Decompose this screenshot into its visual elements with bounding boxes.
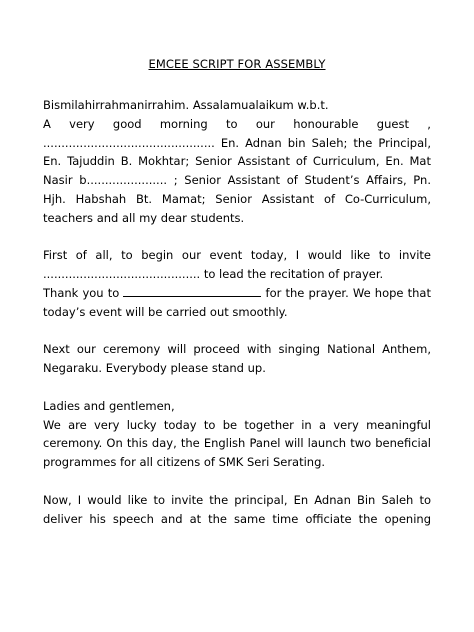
intro-line-6: teachers and all my dear students.	[43, 210, 245, 225]
document-title: EMCEE SCRIPT FOR ASSEMBLY	[148, 57, 326, 71]
intro-line-3: En. Tajuddin B. Mokhtar; Senior Assistant of Curriculum, En. Mat	[43, 154, 431, 169]
intro-word: guest	[376, 116, 409, 131]
prayer-hope-text: for the prayer. We hope that	[261, 285, 431, 300]
intro-word: morning	[159, 116, 208, 131]
intro-word: good	[112, 116, 142, 131]
prayer-thanks-text: Thank you to	[43, 285, 124, 300]
anthem-paragraph	[43, 340, 431, 378]
prayer-line-4: today’s event will be carried out smoothly.	[43, 304, 288, 319]
speech-paragraph	[43, 491, 431, 529]
ceremony-line-1: We are very lucky today to be together in a very meaningful	[43, 417, 431, 432]
greeting-paragraph	[43, 96, 431, 115]
greeting-line: Bismilahirrahmanirrahim. Assalamualaikum w.b.t.	[43, 98, 329, 112]
intro-line-5: Hjh. Habshah Bt. Mamat; Senior Assistant of Co-Curriculum,	[43, 191, 431, 206]
ceremony-salutation: Ladies and gentlemen,	[43, 398, 175, 413]
prayer-line-2: ........................................... to lead the recitation of prayer.	[43, 267, 384, 282]
intro-line-4: Nasir b...................... ; Senior Assistant of Student’s Affairs, Pn.	[43, 173, 431, 188]
ceremony-line-3: programmes for all citizens of SMK Seri Serating.	[43, 455, 326, 470]
speech-line-2: deliver his speech and at the same time officiate the opening	[43, 511, 431, 526]
speech-line-1: Now, I would like to invite the principal, En Adnan Bin Saleh to	[43, 492, 431, 507]
intro-word: very	[69, 116, 95, 131]
document-body	[43, 96, 431, 528]
intro-word: ,	[427, 116, 431, 131]
name-blank	[123, 286, 261, 297]
intro-word: honourable	[293, 116, 359, 131]
anthem-line-1: Next our ceremony will proceed with singing National Anthem,	[43, 342, 431, 357]
prayer-line-3	[43, 284, 431, 303]
intro-word: A	[43, 116, 51, 131]
intro-line-1	[43, 115, 431, 134]
prayer-line-1: First of all, to begin our event today, I would like to invite	[43, 248, 431, 263]
anthem-line-2: Negaraku. Everybody please stand up.	[43, 361, 266, 376]
ceremony-paragraph	[43, 397, 431, 472]
intro-paragraph	[43, 115, 431, 228]
ceremony-line-2: ceremony. On this day, the English Panel will launch two beneficial	[43, 436, 431, 451]
intro-word: our	[255, 116, 275, 131]
intro-line-2: ............................................... En. Adnan bin Saleh; the Principal,	[43, 135, 431, 150]
prayer-paragraph	[43, 246, 431, 321]
intro-word: to	[226, 116, 238, 131]
